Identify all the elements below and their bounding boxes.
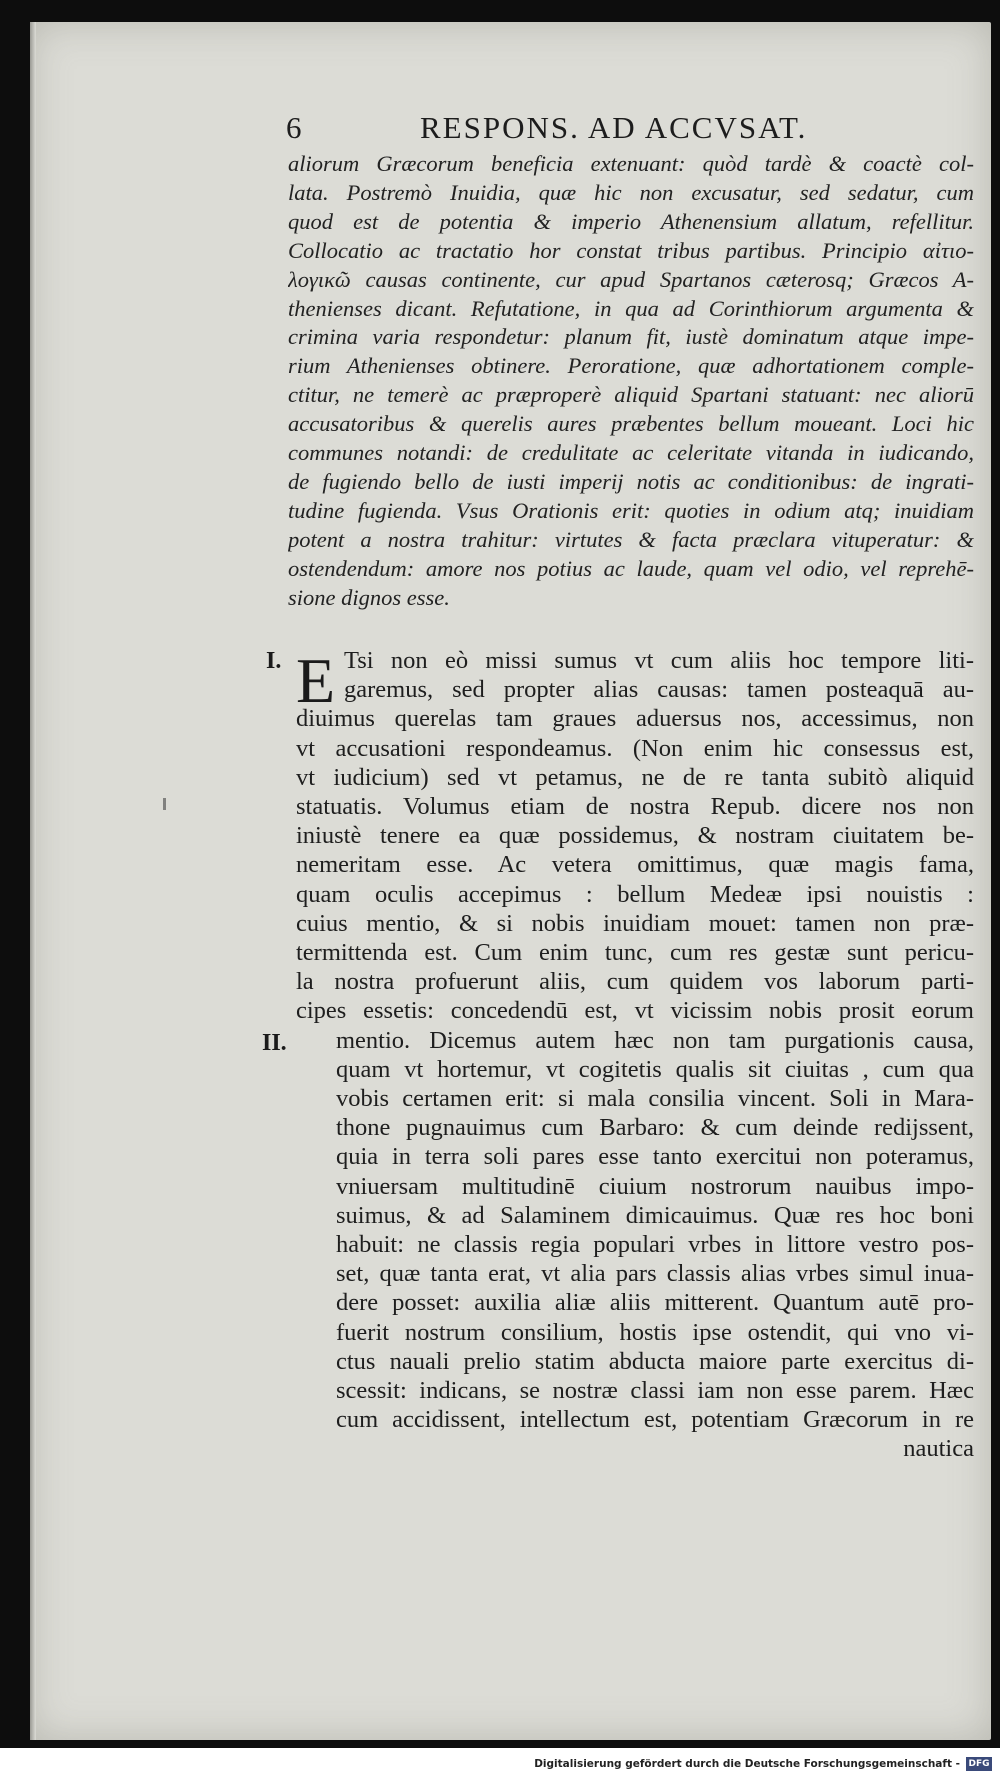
oration-line: la nostra profuerunt aliis, cum quidem vos laborum parti- <box>296 968 974 996</box>
oration-line: cuius mentio, & si nobis inuidiam mouet: tamen non præ- <box>296 909 974 937</box>
oration-line: quam oculis accepimus : bellum Medeæ ipsi nouistis : <box>296 880 974 908</box>
margin-number-2: II. <box>262 1030 287 1056</box>
oration-line: dere posset: auxilia aliæ aliis mitterent. Quantum autē pro- <box>336 1289 974 1317</box>
catchword: nautica <box>903 1435 974 1463</box>
argument-line: Collocatio ac tractatio hor constat tribus partibus. Principio αἰτιο- <box>288 237 974 263</box>
argument-line: aliorum Græcorum beneficia extenuant: quòd tardè & coactè col- <box>288 151 974 176</box>
argument-line: communes notandi: de credulitate ac celeritate vitanda in iudicando, <box>288 440 974 466</box>
oration-line: nemeritam esse. Ac vetera omittimus, quæ magis fama, <box>296 851 974 879</box>
oration-line: vniuersam multitudinē ciuium nostrorum nauibus impo- <box>336 1172 974 1200</box>
oration-line: garemus, sed propter alias causas: tamen posteaquā au- <box>344 676 974 704</box>
argument-line: potent a nostra trahitur: virtutes & facta præclara vituperatur: & <box>288 526 974 552</box>
oration-line: thone pugnauimus cum Barbaro: & cum deinde redijssent, <box>336 1114 974 1142</box>
oration-text-block <box>296 646 974 1464</box>
argument-line: rium Athenienses obtinere. Peroratione, quæ adhortationem comple- <box>288 353 974 379</box>
oration-line: vt accusationi respondeamus. (Non enim hic consessus est, <box>296 734 974 762</box>
ink-smudge <box>163 798 166 810</box>
oration-line: iniustè tenere ea quæ possidemus, & nostram ciuitatem be- <box>296 822 974 850</box>
oration-line: statuatis. Volumus etiam de nostra Repub. dicere nos non <box>296 793 974 821</box>
digitization-credit: Digitalisierung gefördert durch die Deutsche Forschungsgemeinschaft - <box>534 1758 960 1770</box>
argument-line: tudine fugienda. Vsus Orationis erit: quoties in odium atq; inuidiam <box>288 497 974 523</box>
oration-line: diuimus querelas tam graues aduersus nos, accessimus, non <box>296 705 974 733</box>
argument-line: sione dignos esse. <box>288 584 450 610</box>
argument-line: ctitur, ne temerè ac præproperè aliquid Spartani statuant: nec aliorū <box>288 382 974 408</box>
argument-line: accusatoribus & querelis aures præbentes bellum moueant. Loci hic <box>288 411 974 437</box>
oration-line: ctus nauali prelio statim abducta maiore parte exercitus di- <box>336 1347 974 1375</box>
oration-line: Tsi non eò missi sumus vt cum aliis hoc tempore liti- <box>344 647 974 674</box>
argument-line: ostendendum: amore nos potius ac laude, quam vel odio, vel reprehē- <box>288 555 974 581</box>
page-number: 6 <box>286 110 302 145</box>
oration-line: cipes essetis: concedendū est, vt vicissim nobis prosit eorum <box>296 997 974 1025</box>
argument-block <box>288 150 974 613</box>
oration-line: suimus, & ad Salaminem dimicauimus. Quæ res hoc boni <box>336 1201 974 1229</box>
oration-line: fuerit nostrum consilium, hostis ipse ostendit, qui vno vi- <box>336 1318 974 1346</box>
oration-line: cum accidissent, intellectum est, potentiam Græcorum in re <box>336 1406 974 1434</box>
oration-line: quam vt hortemur, vt cogitetis qualis sit ciuitas , cum qua <box>336 1055 974 1083</box>
drop-capital: E <box>296 645 336 716</box>
running-title: RESPONS. AD ACCVSAT. <box>420 110 808 145</box>
argument-line: crimina varia respondetur: planum fit, iustè dominatum atque impe- <box>288 324 974 350</box>
page-gutter-shadow <box>30 22 36 1740</box>
argument-line: de fugiendo bello de iusti imperij notis ac conditionibus: de ingrati- <box>288 468 974 494</box>
margin-number-1: I. <box>266 648 282 674</box>
oration-line: set, quæ tanta erat, vt alia pars classis alias vrbes simul inua- <box>336 1260 974 1288</box>
oration-line: quia in terra soli pares esse tanto exercitui non poteramus, <box>336 1143 974 1171</box>
oration-line: scessit: indicans, se nostræ classi iam non esse parem. Hæc <box>336 1377 974 1405</box>
dfg-logo: DFG <box>966 1757 992 1771</box>
oration-line: vobis certamen erit: si mala consilia vincent. Soli in Mara- <box>336 1085 974 1113</box>
oration-line: mentio. Dicemus autem hæc non tam purgationis causa, <box>336 1026 974 1054</box>
argument-line: quod est de potentia & imperio Athenensium allatum, refellitur. <box>288 208 974 234</box>
oration-line: vt iudicium) sed vt petamus, ne de re tanta subitò aliquid <box>296 763 974 791</box>
oration-line: termittenda est. Cum enim tunc, cum res gestæ sunt pericu- <box>296 939 974 967</box>
argument-line: λογικῶ causas continente, cur apud Spartanos cæterosq; Græcos A- <box>288 266 974 292</box>
oration-line: habuit: ne classis regia populari vrbes in littore vestro pos- <box>336 1231 974 1259</box>
argument-line: lata. Postremò Inuidia, quæ hic non excusatur, sed sedatur, cum <box>288 179 974 205</box>
argument-line: thenienses dicant. Refutatione, in qua ad Corinthiorum argumenta & <box>288 295 974 321</box>
